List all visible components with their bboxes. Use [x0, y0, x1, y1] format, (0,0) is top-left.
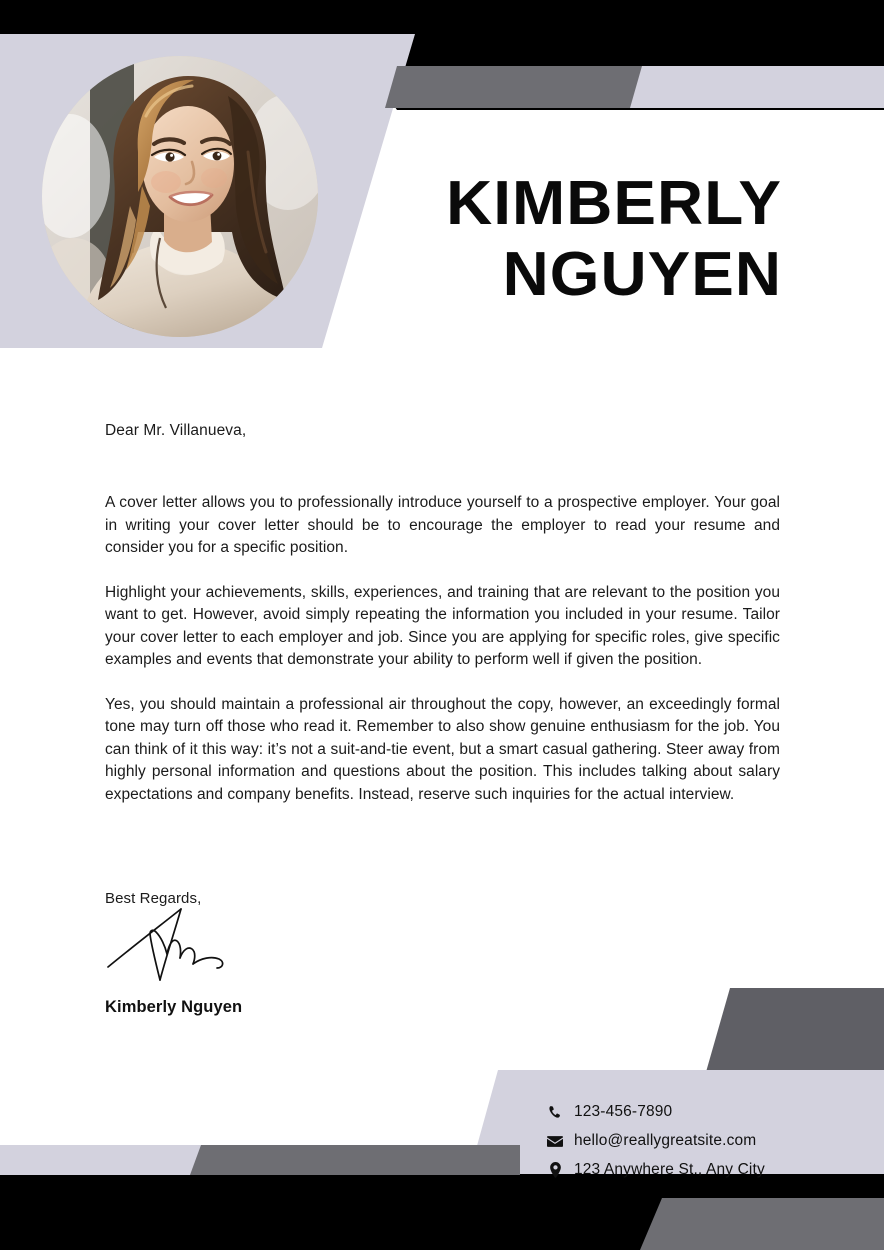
contact-row-email — [544, 1127, 864, 1155]
contact-email-text: hello@reallygreatsite.com — [574, 1132, 757, 1149]
contact-row-address — [544, 1156, 864, 1184]
name-line-first: KIMBERLY — [446, 169, 782, 238]
contact-list — [544, 1098, 864, 1185]
name-line-last: NGUYEN — [502, 240, 782, 309]
handwritten-signature-icon — [105, 904, 280, 984]
contact-phone-text: 123-456-7890 — [574, 1103, 673, 1120]
signoff-label: Best Regards, — [105, 890, 202, 907]
email-icon — [544, 1135, 566, 1148]
letter-paragraph-1: A cover letter allows you to professionally introduce yourself to a prospective employer. Your goal in writing your cover letter should be to encourage the employer to read your resume and consider you for a specific position. — [105, 494, 780, 556]
location-pin-icon — [544, 1162, 566, 1178]
contact-address-text: 123 Anywhere St., Any City — [574, 1161, 765, 1178]
contact-row-phone — [544, 1098, 864, 1126]
footer-gray-bar — [190, 1145, 520, 1175]
letter-paragraph-3: Yes, you should maintain a professional air throughout the copy, however, an exceedingly formal tone may turn off those who read it. Remember to also show genuine enthusiasm for the job. You can think of it this way: it’s not a suit-and-tie event, but a smart casual gathering. Steer away from highly personal information and questions about the position. This includes talking about salary expectations and company benefits. Instead, reserve such inquiries for the actual interview. — [105, 695, 780, 803]
page-title — [409, 168, 782, 310]
phone-icon — [544, 1105, 566, 1120]
salutation: Dear Mr. Villanueva, — [105, 422, 247, 439]
header-lavender-diagonal-band — [600, 66, 884, 108]
letter-paragraph-2: Highlight your achievements, skills, experiences, and training that are relevant to the position you want to get. However, avoid simply repeating the information you included in your resume. Tailor your cover letter to each employer and job. Since you are applying for specific roles, give specific examples and events that demonstrate your ability to perform well if given the position. — [105, 583, 780, 668]
signature-mark — [105, 904, 280, 984]
letter-body — [105, 420, 780, 806]
signoff-name: Kimberly Nguyen — [105, 998, 243, 1016]
avatar — [42, 56, 318, 337]
footer-gray-corner-shape — [640, 1198, 884, 1250]
portrait-photo-illustration — [42, 56, 318, 337]
signoff-block — [105, 890, 435, 1016]
